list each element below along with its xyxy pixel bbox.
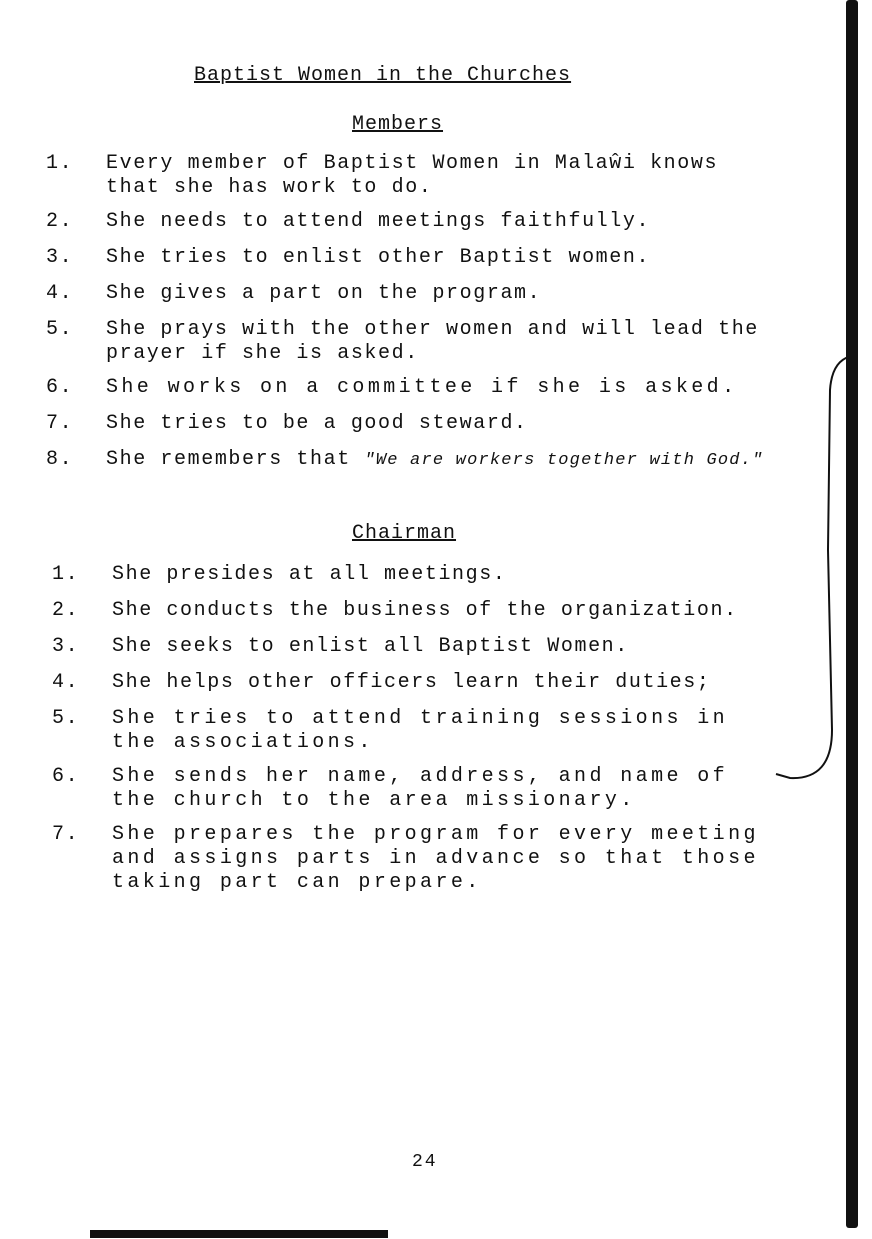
item-text: Every member of Baptist Women in Malaŵi knows that she has work to do. [106,152,719,199]
item-number: 7. [46,412,74,435]
page-number: 24 [412,1152,438,1172]
list-item [46,282,776,306]
list-item [46,448,776,473]
item-number: 3. [46,246,74,269]
item-text: She presides at all meetings. [112,563,507,586]
item-number: 1. [46,152,74,175]
margin-bracket-mark [770,350,850,790]
list-item [46,318,776,366]
list-item [52,823,776,895]
list-item [46,210,776,234]
item-text: She prays with the other women and will lead the prayer if she is asked. [106,318,759,365]
list-item [52,599,776,623]
scan-bottom-bar [90,1230,388,1238]
item-text: She conducts the business of the organization. [112,599,738,622]
item-text: She remembers that [106,448,351,471]
item-number: 6. [52,765,80,788]
item-number: 2. [46,210,74,233]
list-item [52,765,776,813]
item-number: 3. [52,635,80,658]
members-list [46,152,776,473]
list-item [52,635,776,659]
list-item [52,563,776,587]
item-number: 2. [52,599,80,622]
section-heading-members: Members [352,113,444,136]
item-text: She sends her name, address, and name of the church to the area missionary. [112,765,729,812]
list-item [46,376,776,400]
item-text: She tries to enlist other Baptist women. [106,246,651,269]
item-text: She needs to attend meetings faithfully. [106,210,651,233]
list-item [52,671,776,695]
item-number: 5. [46,318,74,341]
list-item [46,412,776,436]
scripture-quote: "We are workers together with God." [364,451,764,470]
chairman-list [52,563,776,895]
item-text: She gives a part on the program. [106,282,542,305]
item-text: She seeks to enlist all Baptist Women. [112,635,629,658]
item-text: She helps other officers learn their duties; [112,671,711,694]
page-title: Baptist Women in the Churches [194,64,572,87]
item-number: 8. [46,448,74,471]
item-text: She works on a committee if she is asked. [106,376,738,399]
list-item [46,152,776,200]
item-number: 4. [46,282,74,305]
item-text: She prepares the program for every meeting and assigns parts in advance so that those taking part can prepare. [112,823,759,894]
list-item [52,707,776,755]
item-number: 1. [52,563,80,586]
section-heading-chairman: Chairman [352,522,457,545]
item-text: She tries to attend training sessions in the associations. [112,707,729,754]
item-number: 5. [52,707,80,730]
list-item [46,246,776,270]
item-number: 6. [46,376,74,399]
item-number: 7. [52,823,80,846]
item-number: 4. [52,671,80,694]
item-text: She tries to be a good steward. [106,412,528,435]
